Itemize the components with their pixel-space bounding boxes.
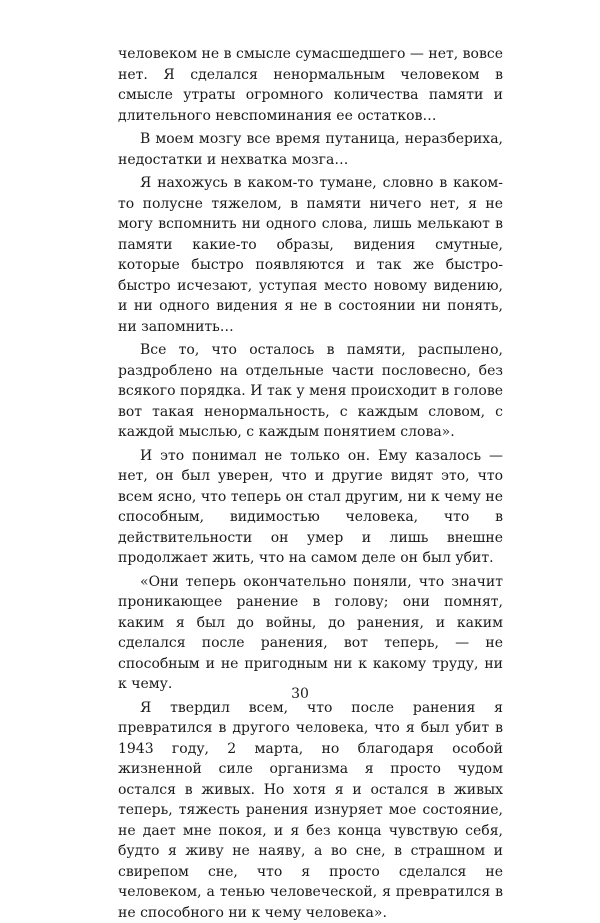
paragraph: Все то, что осталось в памяти, распылено, раздроблено на отдельные части пословесно, без всякого порядка. И так у меня происходит в голове вот такая ненормальность, с каждым словом, с каждой мыслью, с каждым понятием слова». — [118, 340, 503, 443]
paragraph: И это понимал не только он. Ему казалось — нет, он был уверен, что и другие видят это, что всем ясно, что теперь он стал другим, ни к чему не способным, видимостью человека, что в действительности он умер и лишь внешне продолжает жить, что на самом деле он был убит. — [118, 446, 503, 569]
paragraph: «Они теперь окончательно поняли, что значит проникающее ранение в голову; они помнят, каким я был до войны, до ранения, и каким сделался после ранения, вот теперь, — не способным и не пригодным ни к какому труду, ни к чему. — [118, 572, 503, 695]
paragraph-continued: человеком не в смысле сумасшедшего — нет, вовсе нет. Я сделался ненормальным человеком в смысле утраты огромного количества памяти и длительного невспоминания ее остатков… — [118, 44, 503, 126]
body-text — [118, 44, 503, 923]
paragraph: Я твердил всем, что после ранения я превратился в другого человека, что я был убит в 1943 году, 2 марта, но благодаря особой жизненной силе организма я просто чудом остался в живых. Но хотя я и остался в живых теперь, тяжесть ранения изнуряет мое состояние, не дает мне покоя, и я без конца чувствую себя, будто я живу не наяву, а во сне, в страшном и свирепом сне, что я просто сделался не человеком, а тенью человеческой, я превратился в не способного ни к чему человека». — [118, 698, 503, 923]
page-number: 30 — [0, 686, 600, 702]
paragraph: Я нахожусь в каком-то тумане, словно в каком-то полусне тяжелом, в памяти ничего нет, я не могу вспомнить ни одного слова, лишь мелькают в памяти какие-то образы, видения смутные, которые быстро появляются и так же быстро-быстро исчезают, уступая место новому видению, и ни одного видения я не в состоянии ни понять, ни запомнить… — [118, 173, 503, 337]
paragraph: В моем мозгу все время путаница, неразбериха, недостатки и нехватка мозга… — [118, 129, 503, 170]
